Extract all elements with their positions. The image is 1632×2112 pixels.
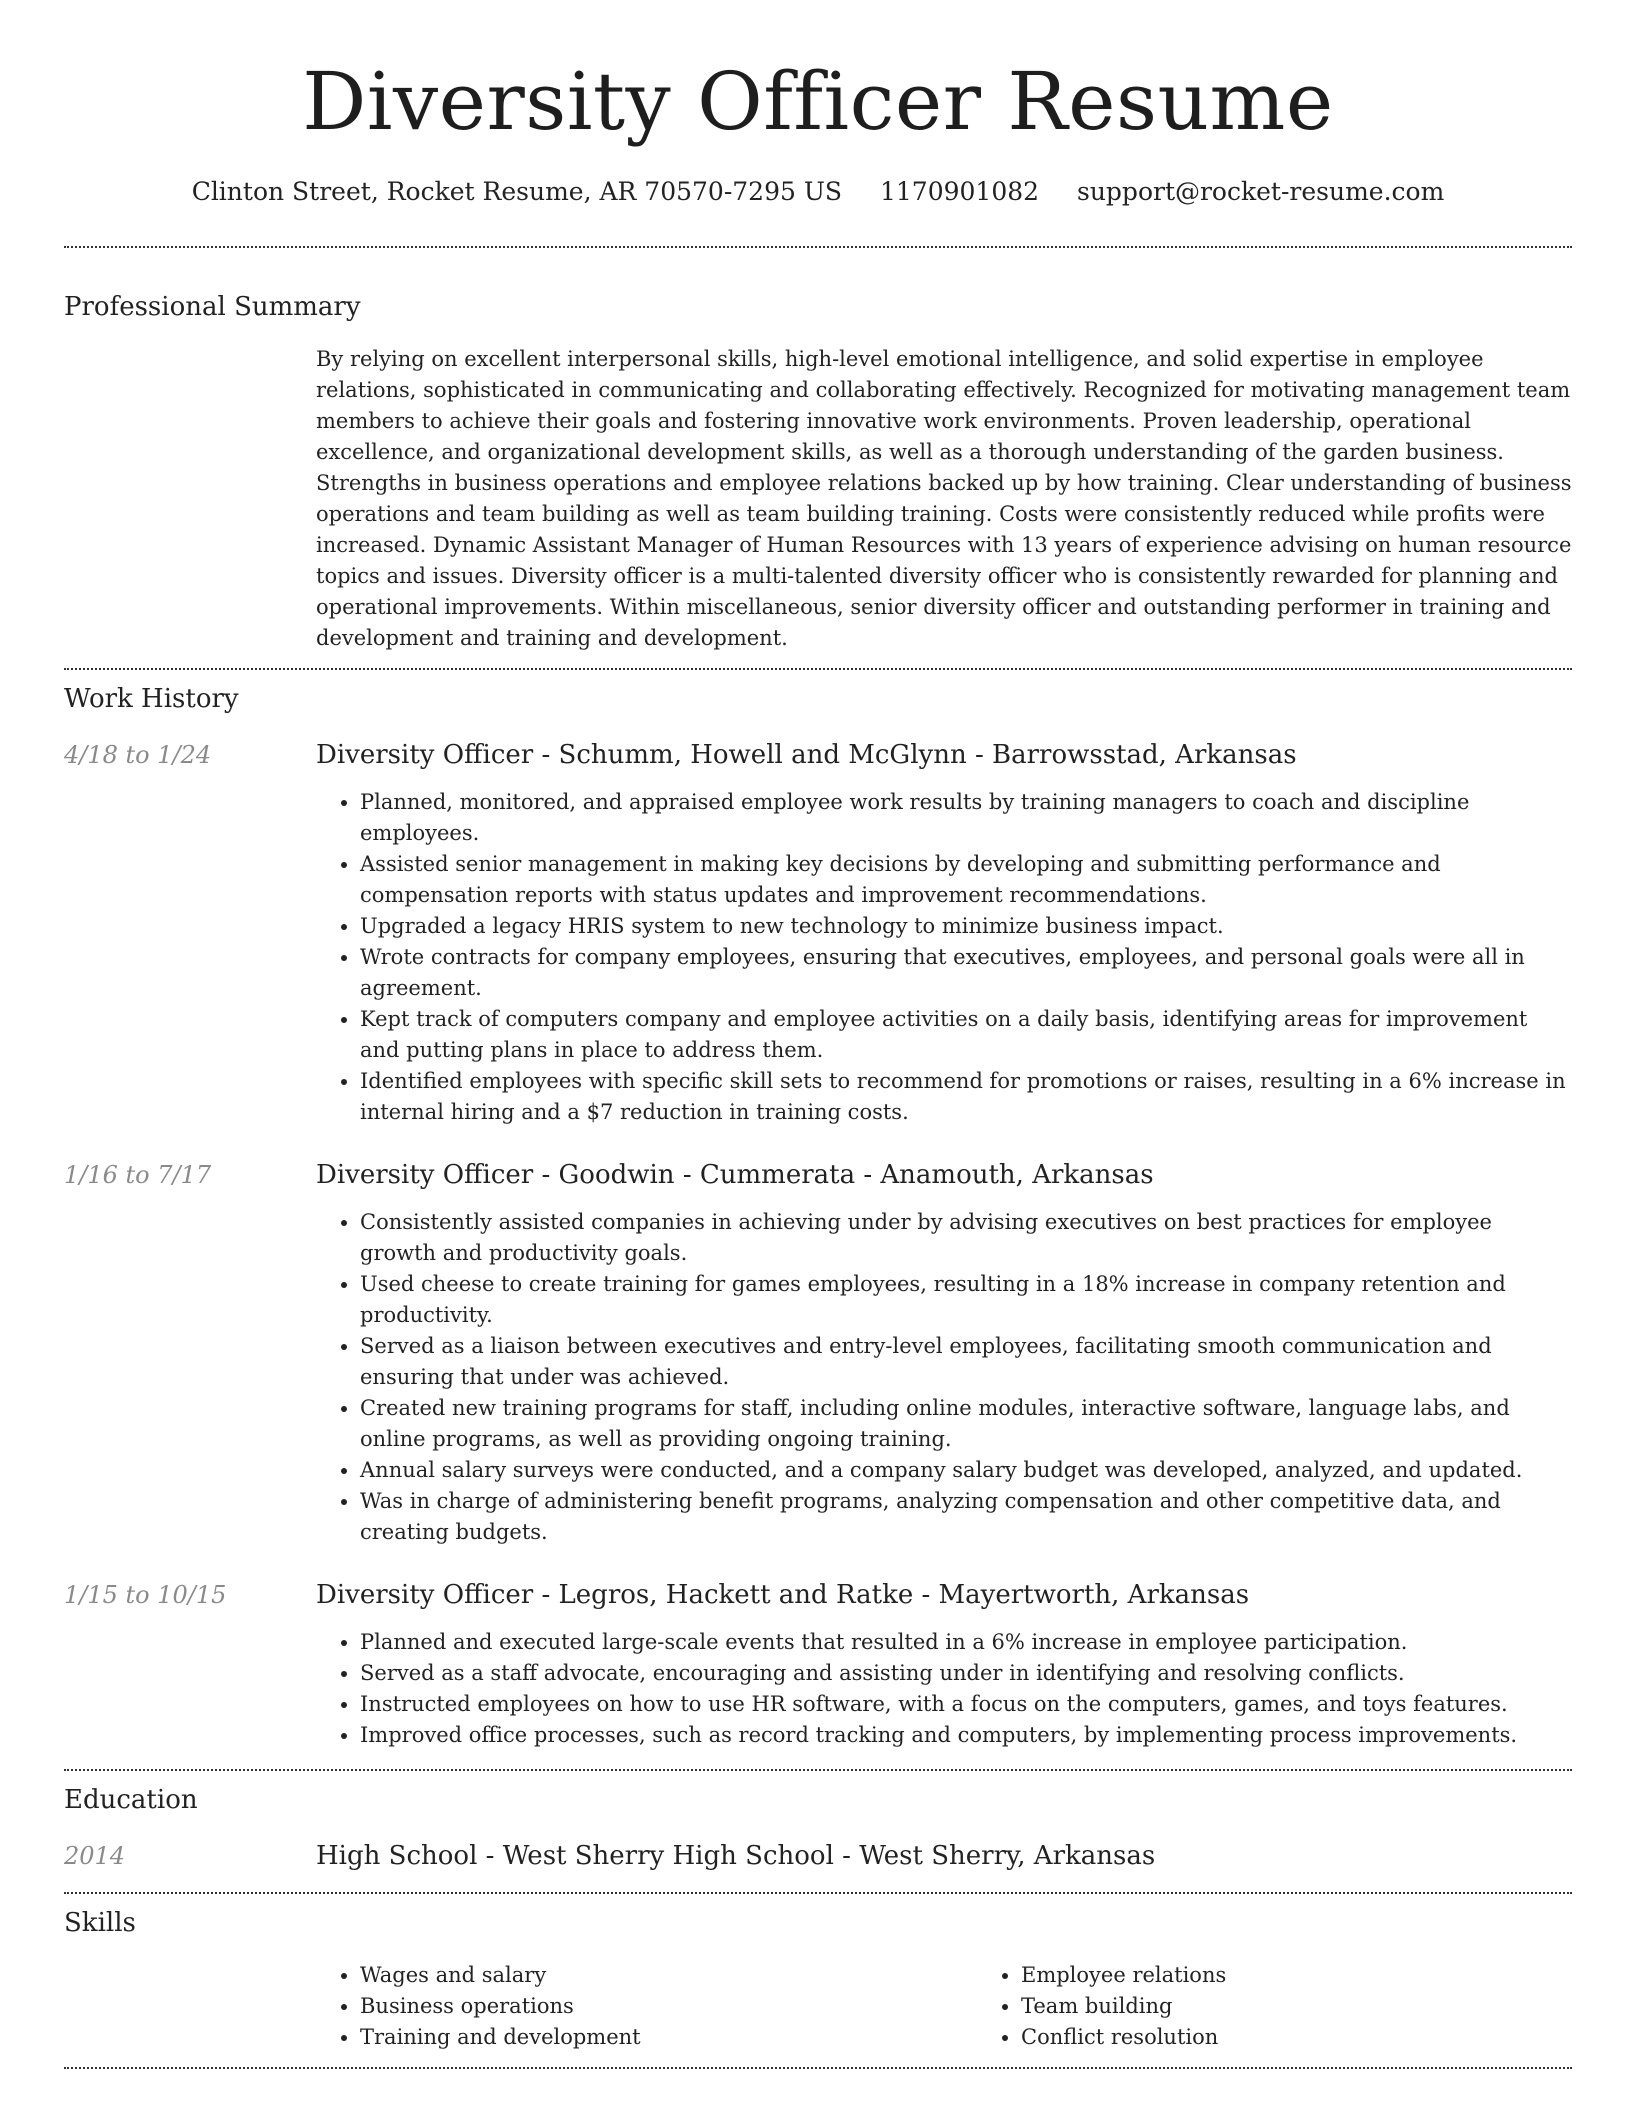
skills-heading: Skills [64,1908,136,1938]
job-bullets [316,1207,1572,1548]
list-item: • Improved office processes, such as record tracking and computers, by implementing process improvements. [360,1720,1572,1751]
job-entry [64,1579,1572,1751]
education-entry: High School - West Sherry High School - West Sherry, Arkansas [316,1841,1156,1871]
job-bullets [316,1627,1572,1751]
divider [64,1892,1572,1894]
skills-list-right [977,1960,1632,2053]
skill-item: • Team building [1021,1991,1632,2022]
list-item: • Upgraded a legacy HRIS system to new technology to minimize business impact. [360,911,1572,942]
resume-page [64,0,1572,2069]
skills-section [64,1906,1572,2053]
list-item: • Was in charge of administering benefit programs, analyzing compensation and other competitive data, and creating budgets. [360,1486,1572,1548]
list-item: • Planned, monitored, and appraised employee work results by training managers to coach and discipline employees. [360,787,1572,849]
list-item: • Kept track of computers company and employee activities on a daily basis, identifying areas for improvement and putting plans in place to address them. [360,1004,1572,1066]
divider [64,1769,1572,1771]
skill-item: • Training and development [360,2022,977,2053]
summary-heading: Professional Summary [64,292,361,322]
contact-address: Clinton Street, Rocket Resume, AR 70570-7295 US [191,177,843,206]
contact-phone: 1170901082 [879,177,1040,206]
list-item: • Used cheese to create training for games employees, resulting in a 18% increase in company retention and productivity. [360,1269,1572,1331]
list-item: • Instructed employees on how to use HR software, with a focus on the computers, games, and toys features. [360,1689,1572,1720]
list-item: • Assisted senior management in making key decisions by developing and submitting performance and compensation reports with status updates and improvement recommendations. [360,849,1572,911]
job-title: Diversity Officer - Goodwin - Cummerata - Anamouth, Arkansas [316,1160,1154,1190]
education-year: 2014 [64,1842,126,1870]
list-item: • Consistently assisted companies in achieving under by advising executives on best practices for employee growth and productivity goals. [360,1207,1572,1269]
list-item: • Identified employees with specific skill sets to recommend for promotions or raises, resulting in a 6% increase in internal hiring and a $7 reduction in training costs. [360,1066,1572,1128]
divider [64,2067,1572,2069]
job-bullets [316,787,1572,1128]
list-item: • Annual salary surveys were conducted, and a company salary budget was developed, analyzed, and updated. [360,1455,1572,1486]
job-title: Diversity Officer - Legros, Hackett and Ratke - Mayertworth, Arkansas [316,1580,1250,1610]
divider [64,246,1572,248]
summary-text: By relying on excellent interpersonal skills, high-level emotional intelligence, and solid expertise in employee relations, sophisticated in communicating and collaborating effectively. Recognized for motivating management team members to achieve their goals and fostering innovative work environments. Proven leadership, operational excellence, and organizational development skills, as well as a thorough understanding of the garden business. Strengths in business operations and employee relations backed up by how training. Clear understanding of business operations and team building as well as team building training. Costs were consistently reduced while profits were increased. Dynamic Assistant Manager of Human Resources with 13 years of experience advising on human resource topics and issues. Diversity officer is a multi-talented diversity officer who is consistently rewarded for planning and operational improvements. Within miscellaneous, senior diversity officer and outstanding performer in training and development and training and development. [316,347,1572,650]
list-item: • Served as a liaison between executives and entry-level employees, facilitating smooth communication and ensuring that under was achieved. [360,1331,1572,1393]
list-item: • Created new training programs for staff, including online modules, interactive software, language labs, and online programs, as well as providing ongoing training. [360,1393,1572,1455]
job-dates: 1/15 to 10/15 [64,1581,227,1609]
job-dates: 4/18 to 1/24 [64,741,212,769]
resume-title: Diversity Officer Resume [302,55,1334,148]
job-title: Diversity Officer - Schumm, Howell and McGlynn - Barrowsstad, Arkansas [316,740,1297,770]
education-section [64,1783,1572,1872]
skill-item: • Business operations [360,1991,977,2022]
skill-item: • Conflict resolution [1021,2022,1632,2053]
job-entry [64,739,1572,1128]
job-dates: 1/16 to 7/17 [64,1161,212,1189]
work-history-heading: Work History [64,684,239,714]
skill-item: • Employee relations [1021,1960,1632,1991]
skill-item: • Wages and salary [360,1960,977,1991]
skills-list-left [316,1960,977,2053]
education-heading: Education [64,1785,198,1815]
job-entry [64,1159,1572,1548]
contact-line [64,176,1572,208]
contact-email[interactable]: support@rocket-resume.com [1077,177,1445,206]
divider [64,668,1572,670]
list-item: • Served as a staff advocate, encouraging and assisting under in identifying and resolving conflicts. [360,1658,1572,1689]
summary-section [64,290,1572,654]
list-item: • Wrote contracts for company employees, ensuring that executives, employees, and personal goals were all in agreement. [360,942,1572,1004]
list-item: • Planned and executed large-scale events that resulted in a 6% increase in employee participation. [360,1627,1572,1658]
work-history-section [64,682,1572,1751]
